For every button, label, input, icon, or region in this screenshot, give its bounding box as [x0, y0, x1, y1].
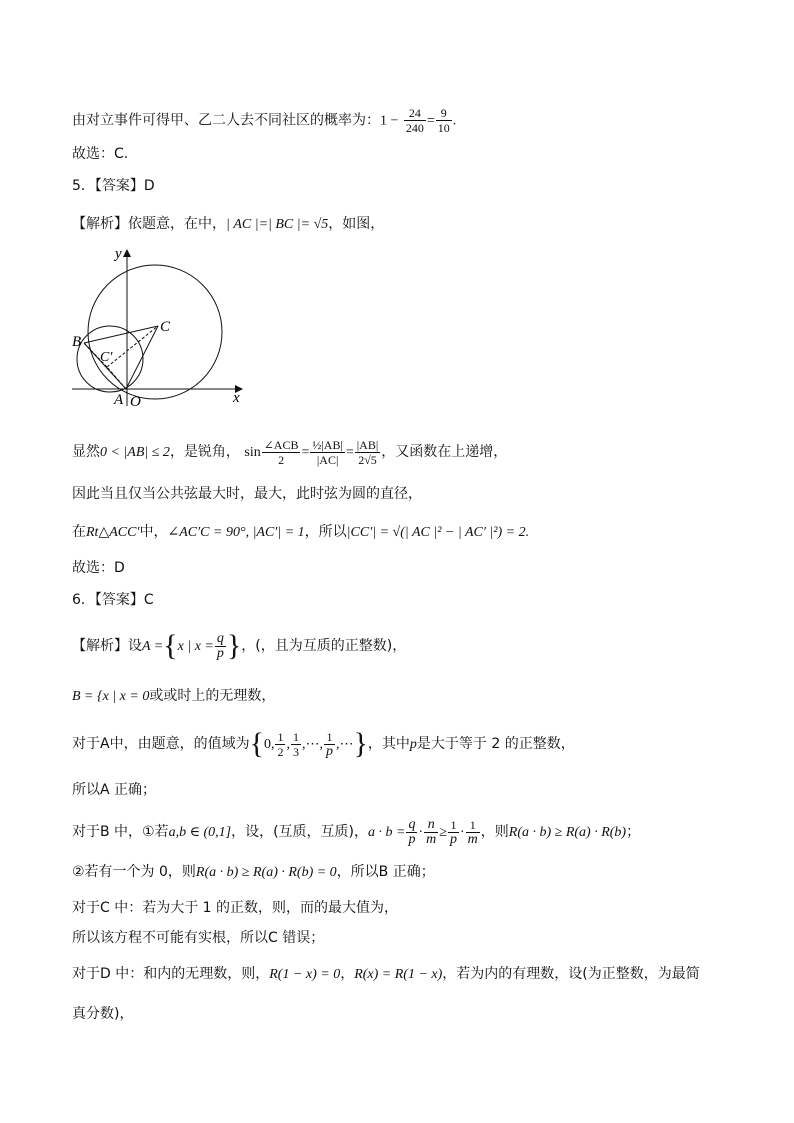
- segment-ac: [126, 326, 158, 389]
- fraction-numerator: q: [408, 816, 416, 832]
- math-r-zero: R(a · b) ≥ R(a) · R(b) = 0: [195, 865, 337, 880]
- fraction-half-ab: [310, 438, 344, 467]
- line-probability: [72, 106, 456, 135]
- math-angle: ∠AC′C = 90°, |AC′| = 1: [167, 525, 305, 540]
- label-c: C: [160, 319, 171, 335]
- equals-sign: =: [345, 445, 354, 460]
- fraction-numerator: 1: [324, 730, 335, 745]
- separator: ，: [340, 966, 355, 982]
- math-a-equals: A =: [142, 639, 164, 654]
- geometry-diagram: [70, 244, 250, 409]
- fraction-numerator: ½|AB|: [312, 437, 343, 452]
- fraction-denominator: 2√5: [358, 452, 377, 467]
- fraction-numerator: q: [216, 630, 224, 646]
- math-rt-triangle: Rt△ACC′: [86, 525, 140, 540]
- fraction-numerator: 1: [466, 818, 480, 833]
- text-mid: ，是锐角，: [169, 444, 240, 460]
- fraction-q-p: [215, 632, 226, 661]
- label-c-prime: C′: [100, 350, 113, 365]
- fraction-denominator: p: [216, 645, 224, 661]
- math-b-equals: B = {x | x = 0: [72, 689, 150, 704]
- text-pre: 在: [72, 524, 86, 540]
- dot: ·: [418, 825, 424, 840]
- text-pre: 对于A中，由题意，的值域为: [72, 736, 250, 752]
- line-option-d: [72, 964, 700, 985]
- math-ab-range: 0 < |AB| ≤ 2: [100, 445, 170, 460]
- fraction-9-10: [436, 106, 452, 135]
- fraction-denominator: 2: [278, 452, 285, 467]
- math-p: p: [409, 737, 417, 752]
- fraction-numerator: 9: [436, 106, 452, 121]
- fraction-numerator: 24: [404, 106, 426, 121]
- text-pre: ②若有一个为 0，则: [72, 864, 196, 880]
- line-option-b: [72, 814, 640, 851]
- fraction-angle-acb: [262, 438, 301, 467]
- math-r-one-minus-x: R(1 − x) = 0: [269, 967, 341, 982]
- equals-sign: =: [301, 445, 310, 460]
- fraction-q-p: [406, 818, 417, 847]
- text-end-a: ，其中: [367, 736, 410, 752]
- line-sine-formula: [72, 436, 507, 469]
- text-end: ；: [626, 824, 641, 840]
- math-r-x-equal: R(x) = R(1 − x): [354, 967, 443, 982]
- text-end: ，所以B 正确；: [336, 864, 435, 880]
- period: .: [452, 113, 457, 129]
- brace-right: }: [226, 629, 242, 662]
- fraction-denominator: 2: [277, 744, 284, 759]
- line-option-a: [72, 726, 575, 763]
- text-end: ，又函数在上递增，: [381, 444, 508, 460]
- label-b: B: [72, 334, 82, 350]
- math-set-body: x | x =: [177, 639, 214, 654]
- text-mid: ，设，(互质，互质)，: [231, 824, 369, 840]
- answer-5-header: 5．【答案】D: [72, 178, 155, 194]
- label-y: y: [115, 246, 122, 262]
- line-c-wrong: 所以该方程不可能有实根，所以C 错误；: [72, 930, 325, 946]
- line-analysis-5: [72, 214, 384, 235]
- line-b-zero-case: [72, 862, 435, 883]
- fraction-numerator: 1: [292, 729, 299, 744]
- line-right-triangle: [72, 522, 529, 543]
- line-choice-c: 故选：C.: [72, 146, 129, 162]
- text-irrational: 或或时上的无理数，: [149, 688, 276, 704]
- fraction-denominator: 10: [437, 121, 450, 135]
- fraction-1-p: [324, 730, 335, 759]
- fraction-numerator: 1: [277, 729, 284, 744]
- label-a: A: [114, 392, 124, 408]
- math-ab-interval: a,b ∈ (0,1]: [168, 825, 232, 840]
- fraction-1-p: [448, 818, 459, 847]
- text-pre: 显然: [72, 444, 100, 460]
- ge-sign: ≥: [439, 825, 447, 840]
- analysis-text: 【解析】依题意，在中，: [72, 216, 226, 232]
- fraction-denominator: m: [467, 831, 478, 847]
- text-mid2: ，所以: [304, 524, 347, 540]
- fraction-numerator: 1: [448, 818, 459, 833]
- dot: ·: [459, 825, 465, 840]
- circle-figure: [70, 244, 250, 413]
- fraction-24-240: [404, 106, 426, 135]
- equals-sign: =: [426, 113, 435, 129]
- text-end-b: 是大于等于 2 的正整数，: [416, 736, 575, 752]
- separator: ,⋯: [335, 737, 354, 752]
- label-o: O: [130, 394, 141, 409]
- line-set-b: [72, 686, 275, 707]
- fraction-denominator: p: [325, 743, 333, 759]
- fraction-denominator: p: [408, 831, 416, 847]
- separator: ,: [286, 737, 290, 752]
- line-choice-d: 故选：D: [72, 560, 125, 576]
- line-option-c: 对于C 中：若为大于 1 的正数，则，而的最大值为，: [72, 900, 399, 916]
- text-end: ，若为内的有理数，设(为正整数，为最简: [442, 966, 700, 982]
- set-zero: 0,: [263, 737, 275, 752]
- fraction-numerator: n: [424, 818, 438, 833]
- fraction-denominator: |AC|: [316, 452, 339, 467]
- math-one-minus: 1 −: [380, 113, 399, 129]
- fraction-1-3: [291, 730, 301, 759]
- fraction-ab-2root5: [355, 438, 380, 467]
- line-fraction-note: 真分数)，: [72, 1006, 134, 1022]
- brace-left: {: [163, 629, 178, 662]
- math-ac-bc: | AC |=| BC |= √5: [226, 217, 329, 232]
- math-r-inequality: R(a · b) ≥ R(a) · R(b): [508, 825, 627, 840]
- answer-6-header: 6．【答案】C: [72, 592, 154, 608]
- line-common-chord: 因此当且仅当公共弦最大时，最大，此时弦为圆的直径，: [72, 486, 422, 502]
- fraction-denominator: 240: [405, 121, 424, 135]
- label-x: x: [233, 390, 240, 406]
- brace-left: {: [249, 727, 264, 760]
- text-end: ，(，且为互质的正整数)，: [241, 638, 407, 654]
- analysis-end: ，如图，: [328, 216, 385, 232]
- text-pre: 对于B 中，①若: [72, 824, 169, 840]
- fraction-1-m: [466, 818, 480, 847]
- separator: ,⋯,: [301, 737, 323, 752]
- fraction-1-2: [275, 730, 285, 759]
- fraction-numerator: ∠ACB: [263, 437, 299, 452]
- fraction-denominator: p: [449, 831, 457, 847]
- fraction-n-m: [424, 818, 438, 847]
- line-a-correct: 所以A 正确；: [72, 782, 157, 798]
- fraction-numerator: |AB|: [356, 437, 379, 452]
- text-mid: 中，: [139, 524, 168, 540]
- math-ab-product: a · b =: [368, 825, 406, 840]
- math-cc-prime: |CC′| = √(| AC |² − | AC′ |²) = 2.: [346, 525, 530, 540]
- fraction-denominator: m: [426, 831, 437, 847]
- text-pre: 对于D 中：和内的无理数，则，: [72, 966, 270, 982]
- line-1-text: 由对立事件可得甲、乙二人去不同社区的概率为：: [72, 112, 380, 129]
- line-analysis-6: [72, 628, 406, 665]
- brace-right: }: [353, 727, 368, 760]
- text-pre: 【解析】设: [72, 638, 142, 654]
- fraction-denominator: 3: [292, 744, 299, 759]
- sin-label: sin: [244, 445, 261, 460]
- text-then: ，则: [480, 824, 509, 840]
